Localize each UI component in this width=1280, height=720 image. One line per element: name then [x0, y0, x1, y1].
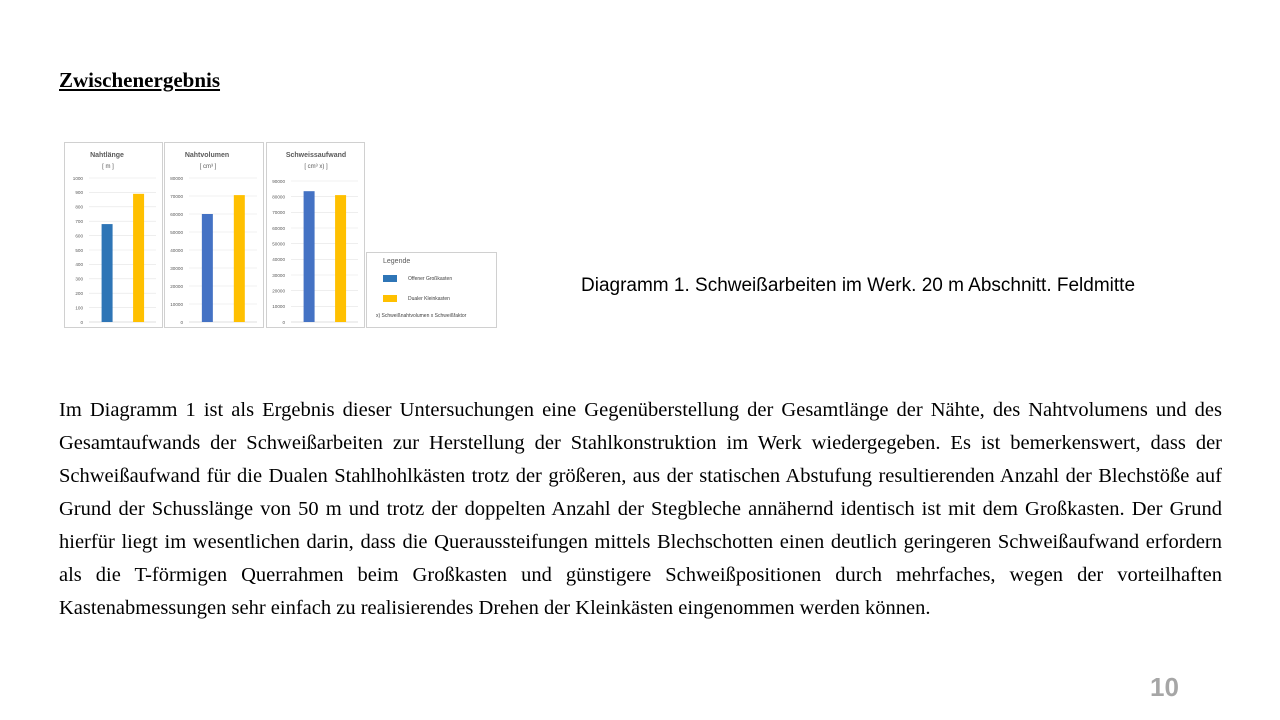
chart-title: Nahtvolumen	[184, 152, 230, 159]
y-tick-label: 50000	[170, 229, 183, 235]
y-tick-label: 300	[75, 276, 83, 282]
y-tick-label: 40000	[170, 247, 183, 253]
y-tick-label: 400	[75, 262, 83, 268]
body-paragraph: Im Diagramm 1 ist als Ergebnis dieser Untersuchungen eine Gegenüberstellung der Gesamtlänge der Nähte, des Nahtvolumens und des Gesamtaufwands der Schweißarbeiten zur Herstellung der Stahlkonstruktion im Werk wiedergegeben. Es ist bemerkenswert, dass der Schweißaufwand für die Dualen Stahlhohlkästen trotz der größeren, aus der statischen Abstufung resultierenden Anzahl der Blechstöße auf Grund der Schusslänge von 50 m und trotz der doppelten Anzahl der Stegbleche annähernd identisch ist mit dem Großkasten. Der Grund hierfür liegt im wesentlichen darin, dass die Queraussteifungen mittels Blechschotten einen deutlich geringeren Schweißaufwand erfordern als die T-förmigen Querrahmen beim Großkasten und günstigere Schweißpositionen durch mehrfaches, wegen der vorteilhaften Kastenabmessungen sehr einfach zu realisierendes Drehen der Kleinkästen eingenommen werden können.	[59, 399, 1222, 619]
chart-legend	[366, 252, 497, 328]
y-tick-label: 0	[80, 319, 83, 325]
legend-title: Legende	[383, 258, 411, 265]
page-number: 10	[1150, 672, 1179, 702]
diagram-caption: Diagramm 1. Schweißarbeiten im Werk. 20 m Abschnitt. Feldmitte	[581, 275, 1136, 296]
legend-swatch-yellow	[383, 295, 397, 302]
y-tick-label: 20000	[272, 288, 285, 294]
y-tick-label: 60000	[272, 225, 285, 231]
chart-title: Schweissaufwand	[285, 152, 347, 159]
chart-panel-schweissaufwand	[266, 142, 365, 328]
chart-schweissaufwand	[267, 143, 364, 327]
legend-swatch-blue	[383, 275, 397, 282]
y-tick-label: 30000	[170, 265, 183, 271]
chart-unit-label: [ m ]	[102, 164, 114, 170]
y-tick-label: 70000	[272, 210, 285, 216]
y-tick-label: 900	[75, 190, 83, 196]
y-tick-label: 600	[75, 233, 83, 239]
y-tick-label: 0	[282, 319, 285, 325]
y-tick-label: 80000	[170, 175, 183, 181]
y-tick-label: 80000	[272, 194, 285, 200]
chart-unit-label: [ cm³ x) ]	[304, 164, 328, 170]
y-tick-label: 10000	[272, 304, 285, 310]
legend-footnote: x) Schweißnahtvolumen x Schweißfaktor	[376, 313, 467, 319]
y-tick-label: 800	[75, 204, 83, 210]
y-tick-label: 70000	[170, 193, 183, 199]
y-tick-label: 500	[75, 247, 83, 253]
legend-label: Offener Großkasten	[408, 275, 453, 282]
bar-dualer-kleinkasten	[335, 195, 346, 322]
chart-nahtvolumen	[165, 143, 263, 327]
bar-offener-grosskasten	[304, 191, 315, 322]
chart-title: Nahtlänge	[90, 152, 124, 159]
chart-unit-label: [ cm³ ]	[199, 164, 217, 170]
y-tick-label: 700	[75, 219, 83, 224]
legend-item-offener-grosskasten	[383, 275, 452, 282]
legend-item-dualer-kleinkasten	[383, 295, 450, 302]
y-tick-label: 10000	[170, 301, 183, 307]
y-tick-label: 50000	[272, 241, 285, 247]
slide-heading: Zwischenergebnis	[59, 68, 221, 92]
bar-dualer-kleinkasten	[133, 194, 144, 322]
y-tick-label: 200	[75, 291, 83, 296]
y-tick-label: 40000	[272, 257, 285, 263]
y-tick-label: 90000	[272, 178, 285, 184]
y-tick-label: 0	[180, 319, 183, 325]
y-tick-label: 60000	[170, 211, 183, 217]
y-tick-label: 30000	[272, 272, 285, 278]
bar-offener-grosskasten	[202, 214, 213, 322]
bar-offener-grosskasten	[102, 224, 113, 322]
y-tick-label: 1000	[72, 175, 83, 181]
y-tick-label: 20000	[170, 283, 183, 289]
bar-dualer-kleinkasten	[234, 195, 245, 322]
legend-label: Dualer Kleinkasten	[408, 295, 450, 302]
chart-panel-nahtvolumen	[164, 142, 264, 328]
chart-nahtlaenge	[65, 143, 162, 327]
chart-panel-nahtlaenge	[64, 142, 163, 328]
y-tick-label: 100	[75, 305, 83, 311]
